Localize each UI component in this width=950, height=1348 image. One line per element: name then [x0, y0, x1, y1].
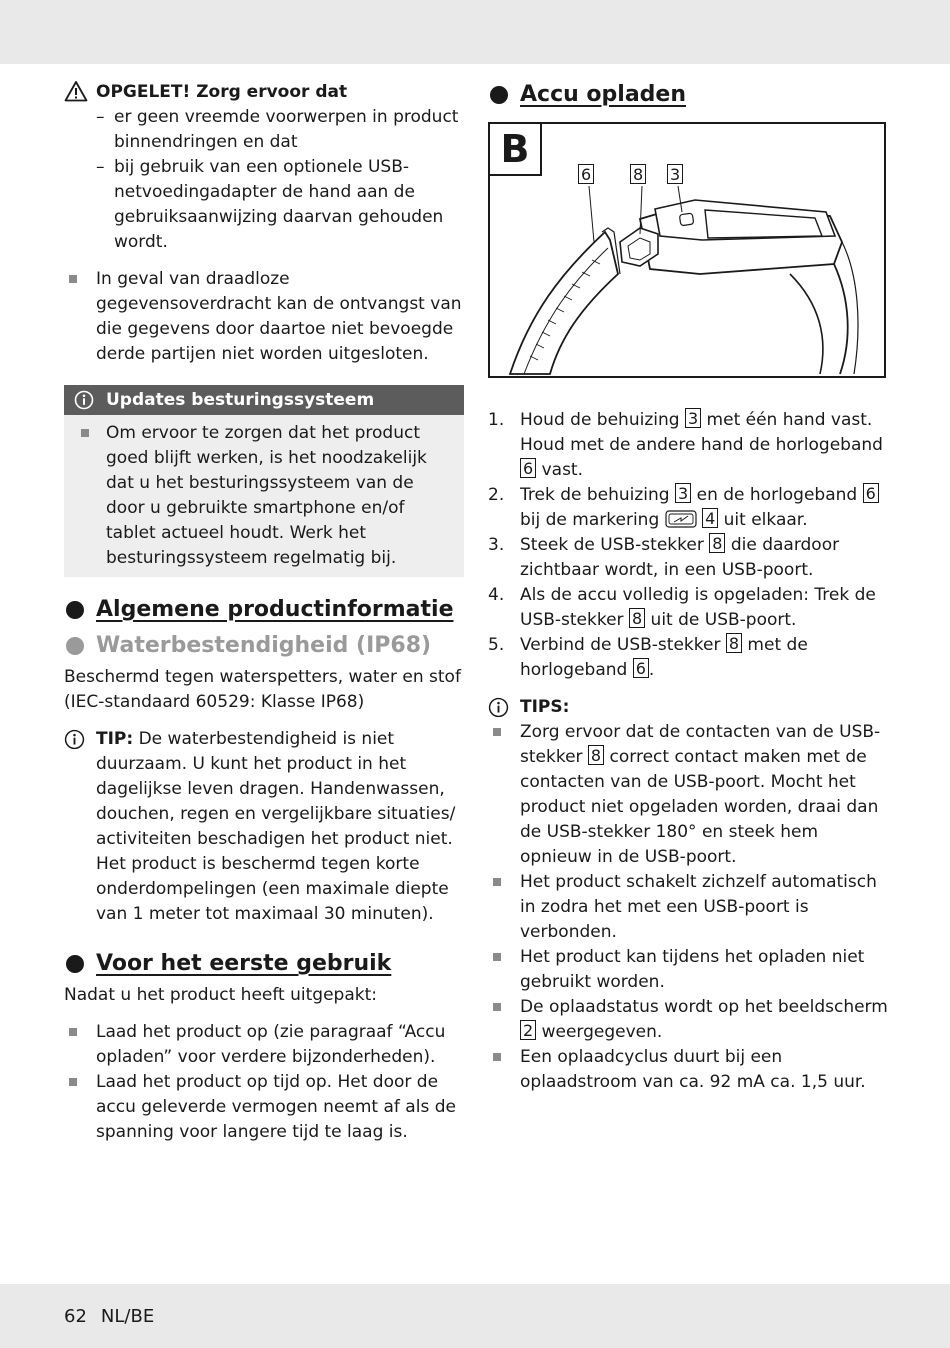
- tips-label: TIPS:: [520, 697, 570, 717]
- wireless-list: [64, 267, 464, 367]
- list-item: Het product kan tijdens het opladen niet gebruikt worden.: [488, 945, 888, 995]
- heading-bullet-icon: [490, 86, 508, 104]
- heading-bullet-icon: [66, 637, 84, 655]
- info-box-header: [64, 385, 464, 415]
- tips-list: [488, 720, 888, 1095]
- tip-label: TIP:: [96, 729, 134, 749]
- list-item: 5. Verbind de USB-stekker 8 met de horlogeband 6 .: [488, 634, 808, 680]
- heading-bullet-icon: [66, 601, 84, 619]
- part-ref: 4: [702, 508, 718, 528]
- list-item: 4. Als de accu volledig is opgeladen: Trek de USB-stekker 8 uit de USB-poort.: [488, 585, 876, 630]
- heading-water-resistance: Waterbestendigheid (IP68): [64, 631, 464, 661]
- info-icon: [488, 697, 509, 718]
- water-text: Beschermd tegen waterspetters, water en stof (IEC-standaard 60529: Klasse IP68): [64, 667, 461, 712]
- tip-paragraph: [64, 727, 464, 927]
- first-use-intro: Nadat u het product heeft uitgepakt:: [64, 985, 377, 1005]
- part-ref: 8: [709, 533, 725, 553]
- info-box-text: Om ervoor te zorgen dat het product goed blijft werken, is het noodzakelijk dat u het besturingssysteem van de door u gebruikte smartphone en/of tablet actueel houdt. Werk het besturingssysteem regelmatig bij.: [106, 423, 427, 568]
- figure-b: [488, 122, 886, 378]
- wireless-note: In geval van draadloze gegevensoverdracht kan de ontvangst van die gegevens door daartoe niet bevoegde derde partijen niet worden uitgesloten.: [96, 269, 462, 364]
- warning-heading: [64, 80, 464, 105]
- part-ref: 3: [685, 408, 701, 428]
- list-item: De oplaadstatus wordt op het beeldscherm 2 weergegeven.: [488, 995, 888, 1045]
- square-bullet-icon: [493, 1003, 501, 1011]
- square-bullet-icon: [69, 1078, 77, 1086]
- warning-icon: [64, 80, 88, 102]
- page-footer: [64, 1304, 168, 1329]
- figure-ref: 6: [578, 164, 594, 184]
- heading-first-use: Voor het eerste gebruik: [64, 949, 464, 979]
- list-item: – er geen vreemde voorwerpen in product binnendringen en dat: [96, 105, 464, 155]
- part-ref: 8: [629, 608, 645, 628]
- square-bullet-icon: [69, 275, 77, 283]
- list-item: 2. Trek de behuizing 3 en de horlogeband 6 bij de markering 4 uit elkaar.: [488, 483, 888, 533]
- warning-list: [64, 105, 464, 255]
- info-box-title: Updates besturingssysteem: [106, 390, 375, 410]
- heading-charge-battery: Accu opladen: [488, 80, 888, 110]
- part-ref: 3: [675, 483, 691, 503]
- figure-label: B: [490, 124, 542, 176]
- info-icon: [74, 390, 94, 410]
- tips-heading: [488, 695, 888, 720]
- part-ref: 2: [520, 1020, 536, 1040]
- square-bullet-icon: [81, 429, 89, 437]
- info-box-body: [64, 415, 464, 577]
- part-ref: 6: [863, 483, 879, 503]
- list-item: Zorg ervoor dat de contacten van de USB-stekker 8 correct contact maken met de contacten van de USB-poort. Mocht het product niet opgeladen worden, draai dan de USB-stekker 180° en steek hem opnieuw in de USB-poort.: [488, 720, 888, 870]
- fitness-band-illustration: [490, 124, 884, 376]
- part-ref: 8: [726, 633, 742, 653]
- heading-bullet-icon: [66, 955, 84, 973]
- charging-steps: [488, 408, 888, 683]
- list-item: Een oplaadcyclus duurt bij een oplaadstroom van ca. 92 mA ca. 1,5 uur.: [488, 1045, 888, 1095]
- part-ref: 6: [520, 458, 536, 478]
- top-band: [0, 0, 950, 64]
- square-bullet-icon: [493, 1053, 501, 1061]
- marking-icon: [665, 510, 697, 528]
- info-box: [64, 385, 464, 577]
- page-number: 62: [64, 1306, 87, 1327]
- part-ref: 6: [633, 658, 649, 678]
- figure-ref: 3: [667, 164, 683, 184]
- list-item: [64, 267, 464, 367]
- list-item: Laad het product op (zie paragraaf “Accu opladen” voor verdere bijzonderheden).: [64, 1020, 464, 1070]
- part-ref: 8: [588, 745, 604, 765]
- warning-title: OPGELET! Zorg ervoor dat: [96, 82, 348, 102]
- list-item: – bij gebruik van een optionele USB-netvoedingadapter de hand aan de gebruiksaanwijzing daarvan gehouden wordt.: [96, 155, 464, 255]
- info-icon: [64, 729, 85, 750]
- square-bullet-icon: [493, 878, 501, 886]
- tip-text: De waterbestendigheid is niet duurzaam. U kunt het product in het dagelijkse leven dragen. Handenwassen, douchen, regen en vergelijkbare situaties/ activiteiten beschadigen het product niet. Het product is beschermd tegen korte onderdompelingen (een maximale diepte van 1 meter tot maximaal 30 minuten).: [96, 729, 456, 924]
- square-bullet-icon: [493, 953, 501, 961]
- language-code: NL/BE: [100, 1306, 155, 1327]
- first-use-list: [64, 1020, 464, 1145]
- square-bullet-icon: [69, 1028, 77, 1036]
- info-list: [76, 421, 444, 571]
- square-bullet-icon: [493, 728, 501, 736]
- list-item: Het product schakelt zichzelf automatisch in zodra het met een USB-poort is verbonden.: [488, 870, 888, 945]
- figure-ref: 8: [630, 164, 646, 184]
- list-item: [76, 421, 444, 571]
- heading-general-info: Algemene productinformatie: [64, 595, 464, 625]
- list-item: Laad het product op tijd op. Het door de accu geleverde vermogen neemt af als de spanning voor langere tijd te laag is.: [64, 1070, 464, 1145]
- left-column: [64, 80, 464, 1145]
- list-item: 1. Houd de behuizing 3 met één hand vast. Houd met de andere hand de horlogeband 6 vast.: [488, 409, 883, 480]
- right-column: [488, 80, 888, 1095]
- list-item: 3. Steek de USB-stekker 8 die daardoor zichtbaar wordt, in een USB-poort.: [488, 534, 840, 580]
